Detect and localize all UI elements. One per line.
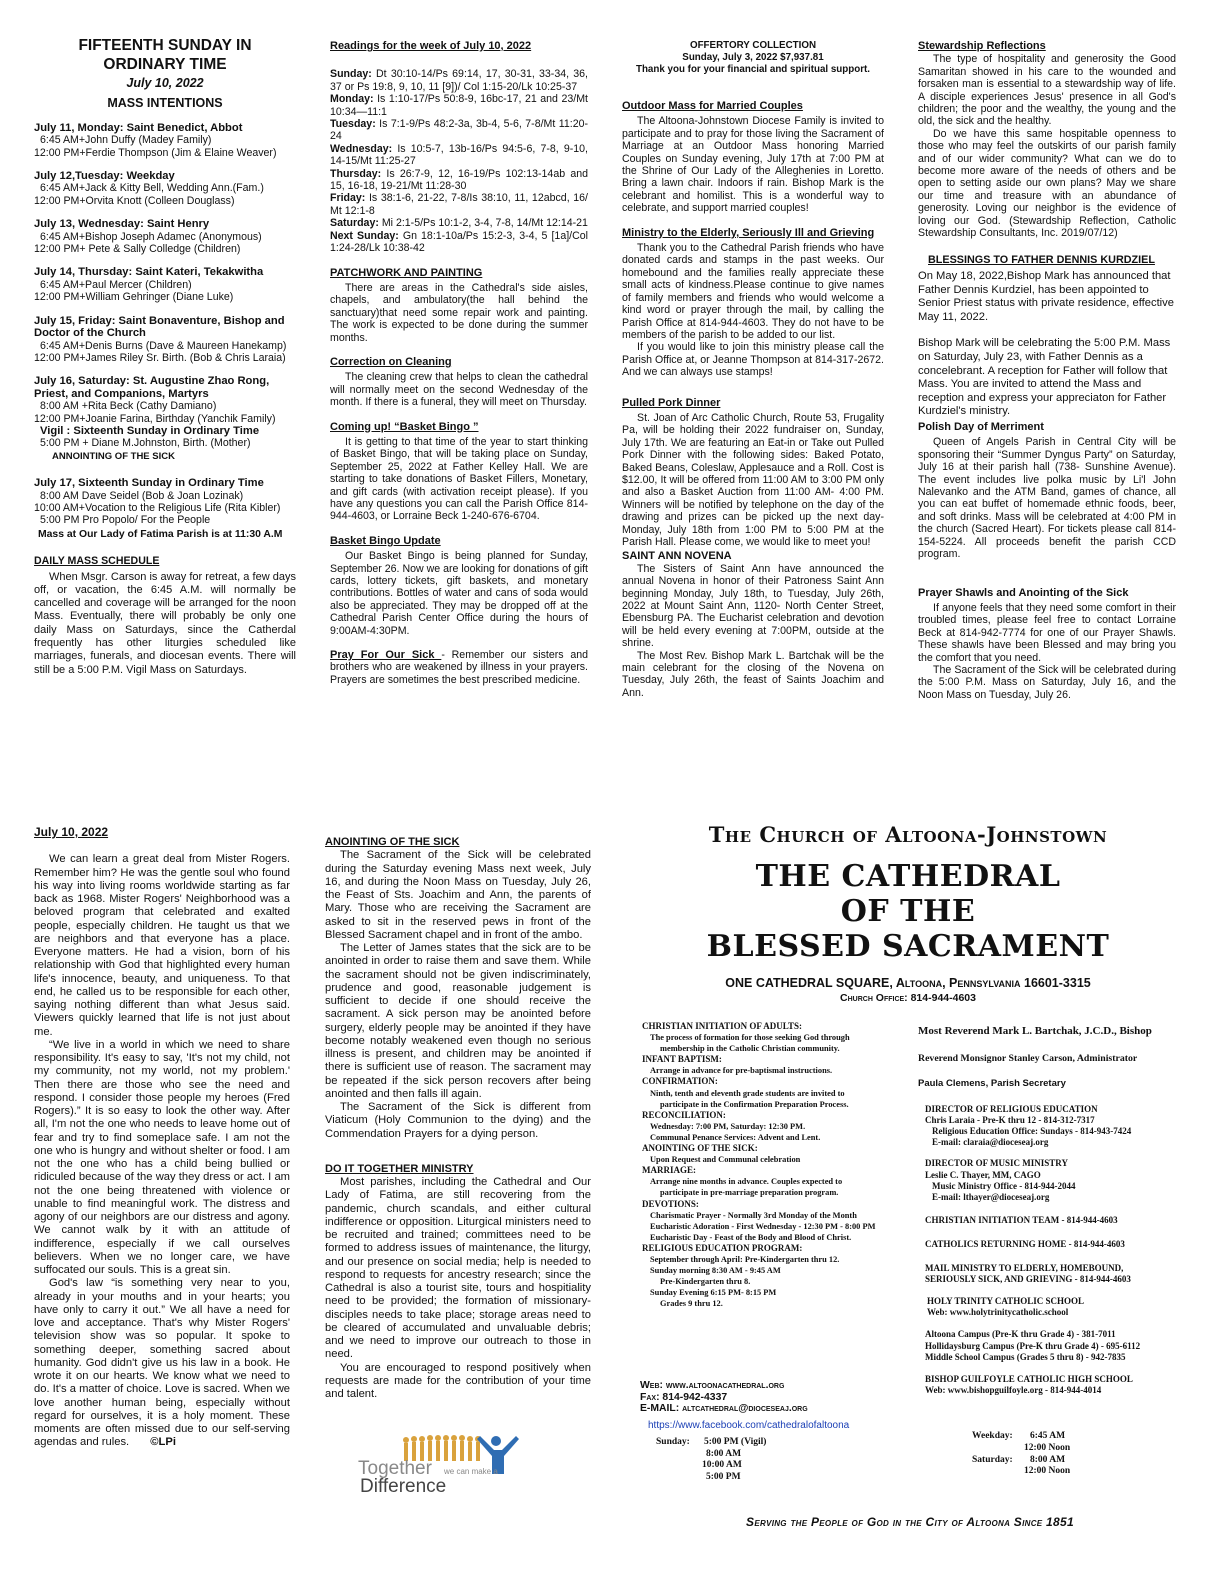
bingo-update-text: Our Basket Bingo is being planned for Sunday, September 26. Now we are looking for donations of gift cards, lottery tickets, gift baskets, and monetary contributions. Bottles of water and cans of soda would also be appreciated. They may be dropped off at the Cathedral Parish Center Office during the hours of 9:00AM-4:30PM. [330, 550, 588, 637]
readings-list [330, 68, 588, 254]
pray-heading: Pray For Our Sick [330, 649, 442, 662]
sacrament-heading: RECONCILIATION: [642, 1109, 726, 1120]
sacrament-detail: Arrange in advance for pre-baptismal instructions. [650, 1066, 833, 1076]
together-logo [356, 1432, 556, 1496]
offertory-amount: Sunday, July 3, 2022 $7,937.81 [682, 52, 824, 63]
blessings-section [918, 254, 1176, 420]
intention-line: 6:45 AM+Jack & Kitty Bell, Wedding Ann.(Fam.) [40, 182, 264, 195]
outdoor-mass-heading: Outdoor Mass for Married Couples [622, 100, 803, 112]
high-school-web: Web: www.bishopguilfoyle.org - 814-944-4014 [925, 1385, 1102, 1396]
mail-ministry-line: SERIOUSLY SICK, AND GRIEVING - 814-944-4603 [925, 1273, 1131, 1284]
reading-entry [330, 118, 588, 143]
facebook-link[interactable]: https://www.facebook.com/cathedralofaltoona [648, 1420, 850, 1431]
intention-line: 12:00 PM+William Gehringer (Diane Luke) [34, 291, 234, 304]
intention-line: 5:00 PM Pro Popolo/ For the People [40, 514, 211, 527]
intention-line: 6:45 AM+Bishop Joseph Adamec (Anonymous) [40, 230, 262, 243]
reading-entry [330, 68, 588, 93]
intention-line: 6:45 AM+Denis Burns (Dave & Maureen Hanekamp) [40, 339, 287, 352]
together-small: we can make a [444, 1467, 498, 1476]
outdoor-mass-text: The Altoona-Johnstown Diocese Family is invited to participate and to pray for those living the Sacrament of Marriage at an Outdoor Mass honoring Married Couples on Sunday evening, July 17th at 7:00 PM at the Shrine of Our Lady of the Alleghenies in Loretto. Bring a lawn chair. Indoors if rain. Bishop Mark is the celebrant and homilist. This is a wonderful way to celebrate, and support married couples! [622, 115, 884, 215]
email-link[interactable]: E-MAIL: altcathedral@dioceseaj.org [640, 1403, 808, 1415]
sunday-label: Sunday: [656, 1437, 690, 1447]
intention-line: 12:00 PM+ Pete & Sally Colledge (Children) [34, 243, 241, 256]
bingo-text: It is getting to that time of the year to start thinking of Basket Bingo, that will be taking place on Sunday, September 25, 2022 at Father Kelley Hall. We are starting to take donations of Basket Fillers, Monetary, and gift cards (with activation receipt please). If you have any questions you can call the Parish Office 814-944-4603, or Lorraine Beck 1-240-676-6704. [330, 435, 588, 523]
initiation-team: CHRISTIAN INITIATION TEAM - 814-944-4603 [925, 1215, 1118, 1226]
blessings-heading: BLESSINGS TO FATHER DENNIS KURDZIEL [928, 253, 1155, 266]
reading-citation: Is 38:1-6, 21-22, 7-8/Is 38:10, 11, 12abcd, 16/ Mt 12:1-8 [330, 192, 588, 217]
weekday-label: Weekday: [972, 1431, 1013, 1441]
reading-entry [330, 93, 588, 118]
bulletin-title [34, 36, 296, 74]
do-it-together-text: Most parishes, including the Cathedral and Our Lady of Fatima, are still recovering from the pandemic, church scandals, and either cultural indifference or opposition. Liturgical ministers need to be recruited and trained; committees need to be formed to address issues of maintenance, the liturgy, and our presence on social media; help is needed to respond to requests for ancestry research; since the Cathedral is also a tourist site, tours and hospitiality need to be provided; the formation of missionary-disciples needs to take place; storage areas need to be cleared of accumulated and unvaluable debris; and we need to improve our outreach to those in need. [325, 1176, 591, 1361]
intention-day [34, 266, 296, 303]
difference-word: Difference [360, 1476, 447, 1497]
offertory-box [622, 40, 884, 76]
intention-day-heading: July 15, Friday: Saint Bonaventure, Bishop and Doctor of the Church [34, 314, 285, 340]
anointing-heading: ANOINTING OF THE SICK [325, 836, 460, 848]
sacrament-detail: participate in pre-marriage preparation program. [660, 1188, 839, 1198]
saturday-intentions [34, 375, 296, 463]
title-line1: FIFTEENTH SUNDAY IN [78, 37, 252, 54]
prayer-shawls-section [918, 587, 1176, 702]
intention-line: 8:00 AM +Rita Beck (Cathy Damiano) [40, 400, 217, 413]
sacrament-heading: ANOINTING OF THE SICK: [642, 1143, 758, 1154]
school-web: Web: www.holytrinitycatholic.school [927, 1307, 1069, 1318]
sacrament-detail: Ninth, tenth and eleventh grade students are invited to [650, 1088, 845, 1098]
patchwork-heading: PATCHWORK AND PAINTING [330, 266, 483, 279]
bingo-update-section [330, 535, 588, 637]
stewardship-heading: Stewardship Reflections [918, 40, 1046, 52]
anointing-section [325, 836, 591, 1141]
intention-day-heading: July 13, Wednesday: Saint Henry [34, 218, 210, 231]
reading-citation: Mi 2:1-5/Ps 10:1-2, 3-4, 7-8, 14/Mt 12:14-21 [378, 217, 588, 230]
sacrament-detail: Charismatic Prayer - Normally 3rd Monday of the Month [650, 1210, 857, 1220]
church-name: The Church of Altoona-Johnstown [708, 822, 1108, 847]
intention-line: 12:00 PM+James Riley Sr. Birth. (Bob & Chris Laraia) [34, 351, 286, 364]
cathedral-title [630, 859, 1186, 964]
mail-ministry-line: MAIL MINISTRY TO ELDERLY, HOMEBOUND, [925, 1262, 1124, 1273]
sacraments-list [642, 1021, 914, 1309]
saturday-label: Saturday: [972, 1454, 1013, 1465]
cleaning-text: The cleaning crew that helps to clean the cathedral will normally meet on the second Wednesday of the month. If there is a funeral, they will meet on Thursday. [330, 371, 588, 409]
intention-day [34, 315, 296, 365]
reading-citation: Dt 30:10-14/Ps 69:14, 17, 30-31, 33-34, 36, 37 or Ps 19:8, 9, 10, 11 [9])/ Col 1:15-20/Lk 10:25-37 [330, 68, 588, 93]
sacrament-heading: MARRIAGE: [642, 1165, 696, 1176]
pork-dinner-section [622, 397, 884, 549]
reading-day: Friday: [330, 192, 366, 205]
ministry-text: Thank you to the Cathedral Parish friends who have donated cards and stamps in the past weeks. Our homebound and the families really appreciate these small acts of kindness.Please continue to give names of family members and friends who would welcome a kind word or prayer through the mail, by calling the Parish Office at 814-944-4603. They do not have to be members of the parish to be added to our list. [622, 242, 884, 341]
prayer-shawls-text: The Sacrament of the Sick will be celebrated during the 5:00 P.M. Mass on Saturday, July 16, and the Noon Mass on Tuesday, July 26. [918, 663, 1176, 701]
intention-day-heading: July 14, Thursday: Saint Kateri, Tekakwitha [34, 266, 264, 279]
daily-mass-text: When Msgr. Carson is away for retreat, a few days off, or vacation, the 6:45 A.M. will normally be cancelled and coverage will be arranged for the noon Mass. Eventually, there will probably be only one daily Mass on Saturdays, since the Catherdal frequently has other liturgies scheduled like marriages, funerals, and diocesan events. There will still be a 5:00 P.M. Vigil Mass on Saturdays. [34, 570, 296, 676]
sacrament-detail: Communal Penance Services: Advent and Lent. [650, 1132, 821, 1142]
blessings-text: Bishop Mark will be celebrating the 5:00 P.M. Mass on Saturday, July 23, with Father Dennis as a concelebrant. A reception for Father will follow that Mass. You are invited to attend the Mass and reception and express your appreciaton for Father Kurdziel's ministry. [918, 337, 1171, 418]
title-line2: ORDINARY TIME [103, 56, 227, 73]
footer-tagline: Serving the People of God in the City of Altoona Since 1851 [746, 1515, 1074, 1529]
polish-day-text: Queen of Angels Parish in Central City will be sponsoring their “Summer Dyngus Party” on Saturday, July 16 at their parish hall (738- Sunshine Avenue). The event includes live polka music by Li'l John Nalevanko and the ATM Band, games of chance, all you can eat buffet of homemade ethnic foods, beer, and soft drinks. Mass will be celebrated at 4:00 PM in the church (Sacred Heart). For tickets please call 814-154-5224. All proceeds benefit the parish CCD program. [918, 436, 1176, 561]
reading-day: Saturday: [330, 217, 379, 230]
school-title: HOLY TRINITY CATHOLIC SCHOOL [927, 1296, 1084, 1307]
music-block [925, 1158, 1188, 1203]
novena-text: The Sisters of Saint Ann have announced the annual Novena in honor of their Patroness Saint Ann beginning Monday, July 18th, to Tuesday, July 26th, 2022 at Mount Saint Ann, 1120- North Center Street, Ebensburg PA. The Eucharist celebration and devotion will be held every evening at 7:00PM, outside at the shrine. [622, 562, 884, 650]
reflection-text: God's law “is something very near to you, already in your mouths and in your hearts; you have only to carry it out.” We all have a need for love and acceptance. That's why Mister Rogers' television show was so popular. It spoke to something deeper, something sacred about humanity. God didn't give us his law in a book. He wrote it on our hearts. We know what we need to do. It's a matter of choice. Love is sacred. When we love another human being, especially without regard for ourselves, it is a holy moment. These moments are often missed due to our self-serving agendas and rules. [34, 1277, 290, 1449]
reading-citation: Gn 18:1-10a/Ps 15:2-3, 3-4, 5 [1a]/Col 1:24-28/Lk 10:38-42 [330, 229, 588, 255]
novena-heading: SAINT ANN NOVENA [622, 550, 732, 563]
pork-dinner-text: St. Joan of Arc Catholic Church, Route 53, Frugality Pa, will be holding their 2022 fundraiser on, Sunday, July 17th. We are featuring an Eat-in or Take out Pulled Pork Dinner with the following sides: Baked Potato, Baked Beans, Coleslaw, Applesauce and a Roll. Cost is $12.00, It will be offered from 11:00 AM to 3:00 PM only and also a Basket Auction from 11:00 AM- 4:00 PM. Winners will be notified by telephone on the day of the drawing and prizes can be picked up the next day- Monday, July 18th from 1:00 PM to 5:00 PM at the Parish Hall. Please come, we would like to meet you! [622, 411, 884, 548]
intention-line: 6:45 AM+Paul Mercer (Children) [40, 278, 192, 291]
polish-day-section [918, 421, 1176, 560]
polish-day-heading: Polish Day of Merriment [918, 421, 1044, 434]
music-email: E-mail: lthayer@dioceseaj.org [932, 1192, 1050, 1203]
novena-text: The Most Rev. Bishop Mark L. Bartchak will be the main celebrant for the closing of the Novena on Tuesday, July 26th, the feast of Saints Joachim and Ann. [622, 649, 884, 699]
stewardship-text: The type of hospitality and generosity the Good Samaritan showed in his care to the wounded and forsaken man is essential to a stewardship way of life. A disciple experiences Jesus' presence in all God's children; the poor and the wealthy, the young and the old, the sick and the healthy. [918, 53, 1176, 128]
ministry-section [622, 227, 884, 379]
dre-title: DIRECTOR OF RELIGIOUS EDUCATION [925, 1103, 1098, 1114]
sunday-time: 5:00 PM (Vigil) [704, 1437, 767, 1447]
sacrament-detail: Eucharistic Adoration - First Wednesday - 12:30 PM - 8:00 PM [650, 1221, 876, 1231]
pray-section [330, 649, 588, 686]
cleaning-heading: Correction on Cleaning [330, 355, 452, 368]
reading-citation: Is 10:5-7, 13b-16/Ps 94:5-6, 7-8, 9-10, 14-15/Mt 11:25-27 [330, 142, 588, 168]
sacrament-heading: DEVOTIONS: [642, 1198, 699, 1209]
reading-citation: Is 26:7-9, 12, 16-19/Ps 102:13-14ab and 15, 16-18, 19-21/Mt 11:28-30 [330, 167, 588, 193]
offertory-heading: OFFERTORY COLLECTION [689, 40, 817, 51]
intention-line: 12:00 PM+Ferdie Thompson (Jim & Elaine Weaver) [34, 146, 277, 159]
sacrament-detail: September through April: Pre-Kindergarten thru 12. [650, 1254, 840, 1264]
title-line: BLESSED SACRAMENT [706, 929, 1110, 964]
mass-intentions-column [34, 36, 296, 677]
administrator-name: Reverend Monsignor Stanley Carson, Administrator [918, 1053, 1138, 1065]
church-address: ONE CATHEDRAL SQUARE, Altoona, Pennsylvania 16601-3315 [725, 976, 1091, 990]
weekday-time: 6:45 AM [1030, 1431, 1066, 1441]
reflection-column [34, 826, 290, 1450]
do-it-together-text: You are encouraged to respond positively when requests are made for the contribution of your time and talent. [325, 1361, 591, 1400]
ministry-text: If you would like to join this ministry please call the Parish Office at, or Jeanne Thompson at 814-317-2672. And we can always use stamps! [622, 341, 884, 379]
sacrament-heading: CONFIRMATION: [642, 1076, 718, 1087]
campus-line: Hollidaysburg Campus (Pre-K thru Grade 4) - 695-6112 [925, 1340, 1141, 1351]
reading-day: Sunday: [330, 68, 372, 81]
anointing-column [325, 836, 591, 1401]
dre-block [925, 1104, 1188, 1149]
intention-line: 8:00 AM Dave Seidel (Bob & Joan Lozinak) [40, 489, 244, 502]
weekday-time: 12:00 Noon [1024, 1442, 1071, 1453]
reflection-date: July 10, 2022 [34, 825, 109, 839]
mail-ministry [925, 1263, 1188, 1285]
dre-name: Chris Laraia - Pre-K thru 12 - 814-312-7317 [925, 1114, 1095, 1125]
blessings-text: On May 18, 2022,Bishop Mark has announced that Father Dennis Kurdziel, has been appointed to Senior Priest status with private residence, effective May 11, 2022. [918, 270, 1174, 323]
prayer-shawls-text: If anyone feels that they need some comfort in their troubled times, please feel free to contact Lorraine Beck at 814-942-7774 for one of our Prayer Shawls. These shawls have been Blessed and may bring you the comfort that you need. [918, 601, 1176, 664]
offertory-thanks: Thank you for your financial and spiritual support. [635, 64, 871, 75]
secretary-name: Paula Clemens, Parish Secretary [918, 1078, 1066, 1090]
reading-entry [330, 192, 588, 217]
anointing-text: The Sacrament of the Sick is different from Viaticum (Holy Communion to the dying) and the Commendation Prayers for a dying person. [325, 1101, 591, 1140]
catholics-returning: CATHOLICS RETURNING HOME - 814-944-4603 [925, 1239, 1125, 1250]
intention-day-heading: July 17, Sixteenth Sunday in Ordinary Time [34, 477, 264, 490]
title-line: THE CATHEDRAL [755, 859, 1061, 894]
lpi-credit: ©LPi [150, 1436, 176, 1449]
music-office: Music Ministry Office - 814-944-2044 [932, 1180, 1076, 1191]
intention-line: 12:00 PM+Joanie Farina, Birthday (Yanchik Family) [34, 412, 276, 425]
vigil-line: Vigil : Sixteenth Sunday in Ordinary Time [40, 424, 260, 437]
music-title: DIRECTOR OF MUSIC MINISTRY [925, 1158, 1068, 1169]
bulletin-date: July 10, 2022 [126, 76, 204, 90]
anointing-note: ANNOINTING OF THE SICK [52, 450, 175, 462]
intention-line: 12:00 PM+Orvita Knott (Colleen Douglass) [34, 194, 235, 207]
sacrament-detail: Arrange nine months in advance. Couples expected to [650, 1177, 843, 1187]
title-line: OF THE [840, 894, 976, 929]
reading-day: Tuesday: [330, 118, 376, 131]
novena-section [622, 550, 884, 699]
church-office-phone: Church Office: 814-944-4603 [840, 992, 976, 1004]
reflection-paragraph: We can learn a great deal from Mister Rogers. Remember him? He was the gentle soul who found his way into living rooms worldwide starting as far back as 1968. Mister Rogers' Neighborhood was a beloved program that celebrated and exalted people, especially children. He taught us that we are neighbors and that everyone has a place. Everyone matters. He had a vision, born of his relationship with God that highlighted every human life's innocence, beauty, and uniqueness. To that end, he called us to be responsible for each other, saying nothing different than what Jesus said. Viewers quickly learned that life is not just about me. [34, 853, 290, 1038]
reflection-paragraph: “We live in a world in which we need to share responsibility. It's easy to say, 'It's not my child, not my community, not my world, not my problem.' Then there are those who see the need and respond. I consider those people my heroes (Fred Rogers).” It is so easy to look the other way. After all, I'm not the one who needs to leave home out of fear and try to find someplace safe. I am not the one who is hungry and without shelter or food. I am not the one who has a child being bullied or ridiculed because of the way they dress or act. I am not the one being threatened with violence or unable to find meaningful work. The distress and agony of our neighbors are our distress and agony. We cannot walk by it with an attitude of indifference, especially if we call ourselves believers. When we no longer care, we have suffocated our souls. This is a great sin. [34, 1038, 290, 1276]
reading-day: Thursday: [330, 167, 382, 180]
daily-mass-heading: DAILY MASS SCHEDULE [34, 555, 160, 568]
intention-day-heading: July 12,Tuesday: Weekday [34, 170, 175, 183]
pork-dinner-heading: Pulled Pork Dinner [622, 396, 721, 409]
announcements-column [622, 40, 884, 699]
intention-day-heading: July 11, Monday: Saint Benedict, Abbot [34, 121, 243, 134]
reading-entry [330, 168, 588, 193]
reading-entry [330, 143, 588, 168]
fax-number: Fax: 814-942-4337 [640, 1391, 728, 1403]
school-block [927, 1296, 1188, 1318]
pray-text: - Remember our sisters and brothers who are weakened by illness in your prayers. Prayers are sometimes the best prescribed medicine. [330, 649, 588, 686]
campus-line: Middle School Campus (Grades 5 thru 8) - 942-7835 [925, 1351, 1126, 1362]
bishop-name: Most Reverend Mark L. Bartchak, J.C.D., Bishop [918, 1025, 1152, 1037]
do-it-together-section [325, 1163, 591, 1402]
staff-directory [918, 1026, 1188, 1396]
sunday-intentions [34, 477, 296, 541]
sacrament-detail: Eucharistic Day - Feast of the Body and Blood of Christ. [650, 1232, 852, 1242]
sacrament-detail: participate in the Confirmation Preparation Process. [660, 1099, 849, 1109]
sacrament-detail: Sunday morning 8:30 AM - 9:45 AM [650, 1266, 781, 1276]
reflection-paragraph [34, 1277, 290, 1449]
ministry-heading: Ministry to the Elderly, Seriously Ill and Grieving [622, 226, 875, 239]
sunday-time: 8:00 AM [706, 1448, 742, 1459]
reading-day: Monday: [330, 93, 374, 106]
sacrament-detail: Wednesday: 7:00 PM, Saturday: 12:30 PM. [650, 1121, 806, 1131]
readings-column [330, 40, 588, 698]
cleaning-section [330, 356, 588, 409]
bingo-update-heading: Basket Bingo Update [330, 534, 441, 547]
daily-mass-section [34, 555, 296, 677]
stewardship-text: Do we have this same hospitable openness to those who may feel the outskirts of our parish family and of our wider community? What can we do to become more aware of the needs of others and be open to setting aside our own plans? May we share our time and treasure with an abundance of generosity. Loving our neighbor is the evidence of loving our God. (Stewardship Reflection, Catholic Stewardship Consultants, Inc. 2019/07/12) [918, 127, 1176, 240]
intention-day-heading: July 16, Saturday: St. Augustine Zhao Rong, Priest, and Companions, Martyrs [34, 375, 270, 400]
sunday-time: 5:00 PM [706, 1472, 741, 1483]
sacrament-detail: The process of formation for those seeking God through [650, 1033, 850, 1043]
intention-day [34, 122, 296, 159]
website-link[interactable]: Web: www.altoonacathedral.org [640, 1380, 785, 1391]
sacrament-detail: membership in the Catholic Christian community. [660, 1044, 840, 1054]
intentions-list [34, 122, 296, 365]
intention-line: 5:00 PM + Diane M.Johnston, Birth. (Mother) [40, 437, 251, 450]
stewardship-column [918, 40, 1176, 701]
sunday-time: 10:00 AM [702, 1460, 742, 1471]
intention-day [34, 170, 296, 207]
intention-line: 6:45 AM+John Duffy (Madey Family) [40, 134, 212, 147]
readings-heading: Readings for the week of July 10, 2022 [330, 40, 532, 52]
reading-day: Next Sunday: [330, 229, 399, 242]
sacrament-detail: Upon Request and Communal celebration [650, 1155, 801, 1165]
prayer-shawls-heading: Prayer Shawls and Anointing of the Sick [918, 586, 1129, 599]
reading-citation: Is 1:10-17/Ps 50:8-9, 16bc-17, 21 and 23/Mt 10:34—11:1 [330, 93, 588, 118]
reading-citation: Is 7:1-9/Ps 48:2-3a, 3b-4, 5-6, 7-8/Mt 11:20-24 [330, 118, 588, 143]
sacrament-heading: RELIGIOUS EDUCATION PROGRAM: [642, 1242, 803, 1253]
contact-block [640, 1380, 920, 1415]
do-it-together-heading: DO IT TOGETHER MINISTRY [325, 1162, 474, 1175]
intention-line: 10:00 AM+Vocation to the Religious Life (Rita Kibler) [34, 501, 281, 514]
outdoor-mass-section [622, 100, 884, 215]
campus-line: Altoona Campus (Pre-K thru Grade 4) - 381-7011 [925, 1329, 1116, 1340]
dre-email: E-mail: claraia@dioceseaj.org [932, 1137, 1049, 1148]
high-school-title: BISHOP GUILFOYLE CATHOLIC HIGH SCHOOL [925, 1374, 1133, 1385]
fatima-note: Mass at Our Lady of Fatima Parish is at 11:30 A.M [38, 528, 283, 540]
anointing-text: The Sacrament of the Sick will be celebrated during the Saturday evening Mass next week, July 16, and during the Noon Mass on Tuesday, July 26, the Feast of Sts. Joachim and Ann, the parents of Mary. Those who are receiving the Sacrament are asked to sit in the reserved pews in front of the Blessed Sacrament chapel and in front of the ambo. [325, 849, 591, 941]
sacrament-detail: Pre-Kindergarten thru 8. [660, 1277, 751, 1287]
dre-office: Religious Education Office: Sundays - 814-943-7424 [932, 1126, 1132, 1137]
together-word: Together [358, 1458, 432, 1479]
patchwork-text: There are areas in the Cathedral's side aisles, chapels, and ambulatory(the hall behind the sanctuary)that need some repair work and painting. The work is expected to be done during the summer months. [330, 281, 588, 344]
mass-intentions-heading: MASS INTENTIONS [107, 96, 223, 111]
sacrament-detail: Grades 9 thru 12. [660, 1299, 723, 1309]
intention-day [34, 218, 296, 255]
sacrament-heading: CHRISTIAN INITIATION OF ADULTS: [642, 1021, 802, 1031]
patchwork-section [330, 267, 588, 344]
campuses-block [925, 1329, 1188, 1363]
high-school-block [925, 1374, 1188, 1396]
reading-day: Wednesday: [330, 142, 393, 155]
sacrament-detail: Sunday Evening 6:15 PM- 8:15 PM [650, 1288, 777, 1298]
reading-entry [330, 230, 588, 255]
stewardship-section [918, 40, 1176, 240]
saturday-time: 8:00 AM [1030, 1454, 1066, 1465]
bingo-section [330, 421, 588, 523]
masthead [630, 822, 1186, 1004]
bingo-heading: Coming up! “Basket Bingo ” [330, 420, 479, 433]
sacrament-heading: INFANT BAPTISM: [642, 1054, 722, 1065]
reading-entry [330, 217, 588, 229]
music-name: Leslie C. Thayer, MM, CAGO [925, 1169, 1041, 1180]
saturday-time: 12:00 Noon [1024, 1466, 1071, 1477]
anointing-text: The Letter of James states that the sick are to be anointed in order to raise them and save them. While the sacrament should not be given indiscriminately, prudence and good, reasonable judgement is sufficient to decide if one should receive the sacrament. A sick person may be anointed before surgery, elderly people may be anointed if they have become notably weakened even though no serious illness is present, and children may be anointed if there is sufficient use of reason. The sacrament may be repeated if the sick person recovers after being anointed and then falls ill again. [325, 942, 591, 1100]
